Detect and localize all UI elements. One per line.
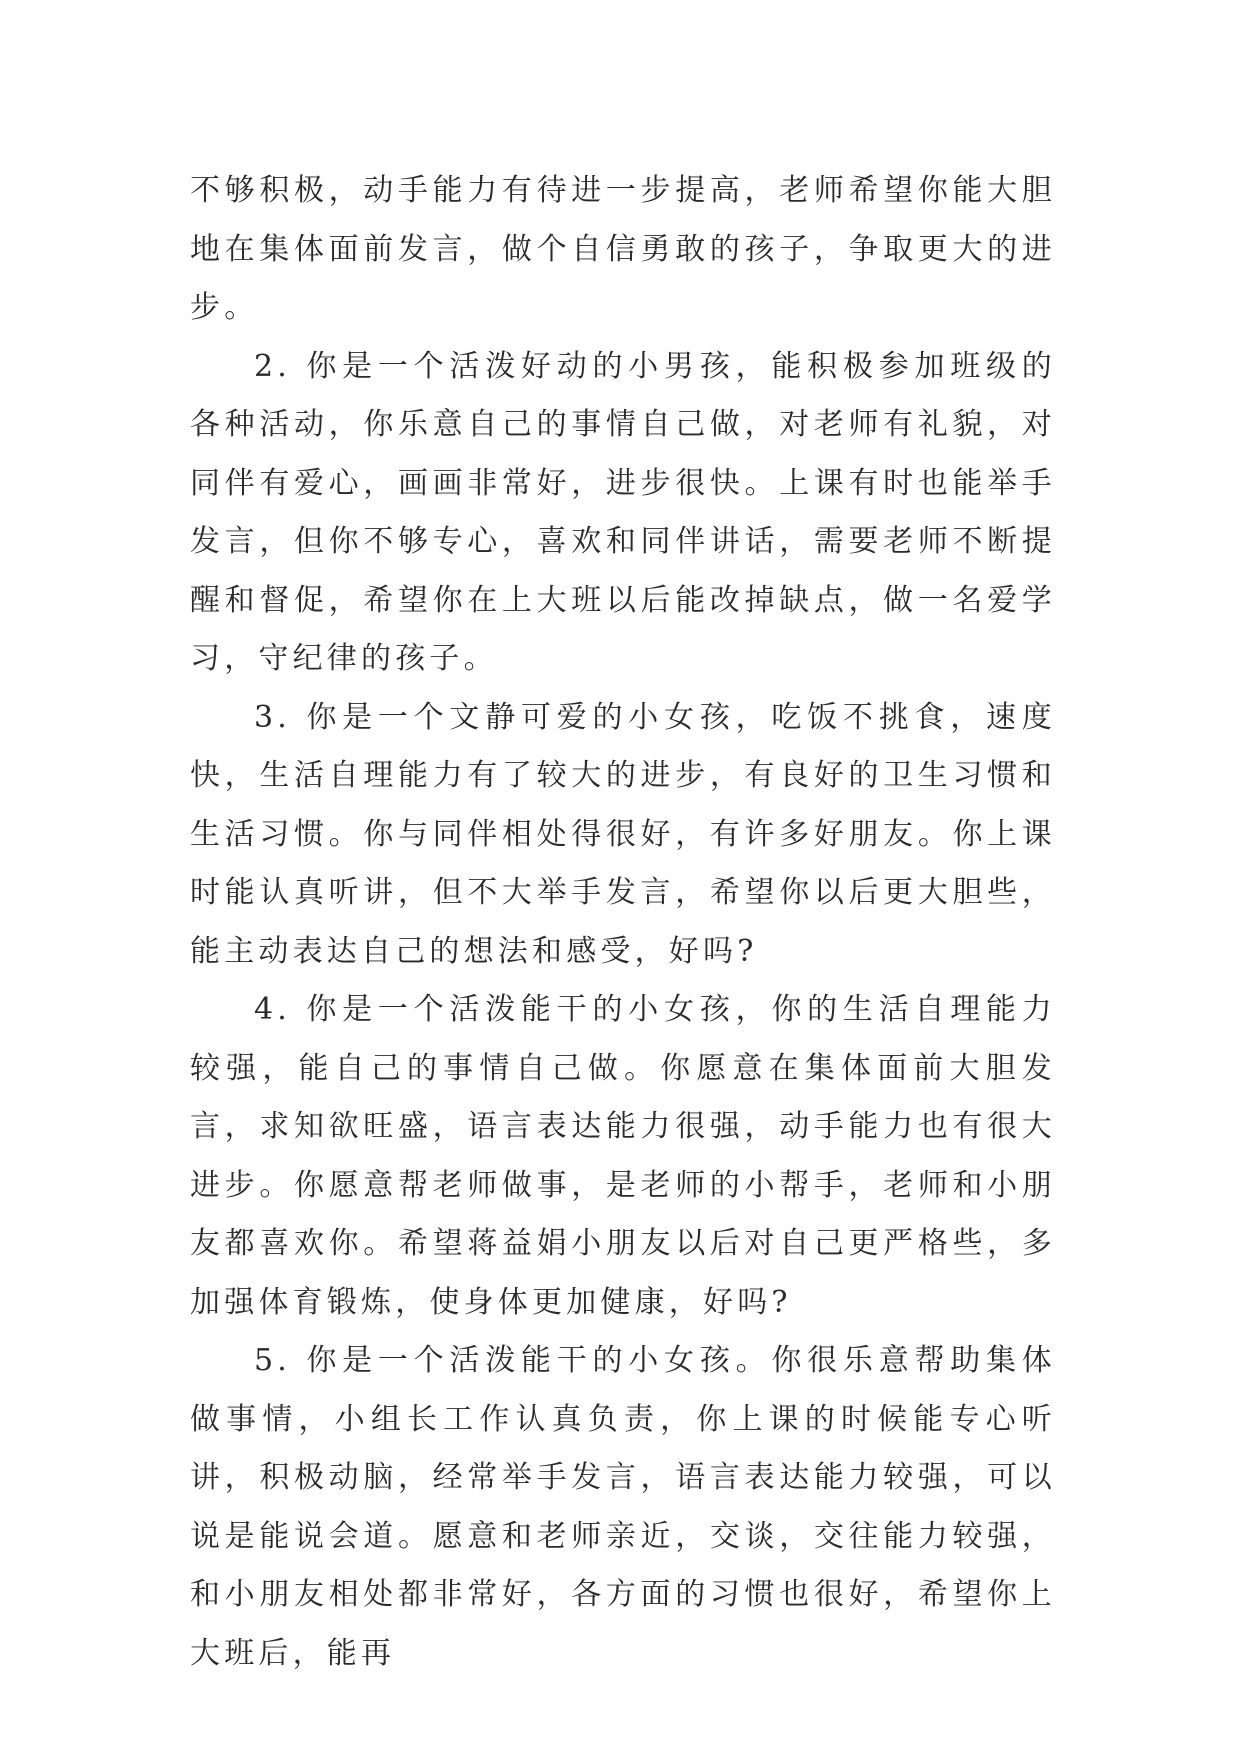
document-page xyxy=(190,162,1056,1683)
paragraph-2: 2. 你是一个活泼好动的小男孩，能积极参加班级的各种活动，你乐意自己的事情自己做，对老师有礼貌，对同伴有爱心，画画非常好，进步很快。上课有时也能举手发言，但你不够专心，喜欢和同伴讲话，需要老师不断提醒和督促，希望你在上大班以后能改掉缺点，做一名爱学习，守纪律的孩子。 xyxy=(190,348,1056,676)
paragraph-3: 3. 你是一个文静可爱的小女孩，吃饭不挑食，速度快，生活自理能力有了较大的进步，有良好的卫生习惯和生活习惯。你与同伴相处得很好，有许多好朋友。你上课时能认真听讲，但不大举手发言，希望你以后更大胆些，能主动表达自己的想法和感受，好吗? xyxy=(190,699,1056,969)
paragraph-1: 不够积极，动手能力有待进一步提高，老师希望你能大胆地在集体面前发言，做个自信勇敢的孩子，争取更大的进步。 xyxy=(190,173,1056,325)
paragraph-5: 5. 你是一个活泼能干的小女孩。你很乐意帮助集体做事情，小组长工作认真负责，你上课的时候能专心听讲，积极动脑，经常举手发言，语言表达能力较强，可以说是能说会道。愿意和老师亲近，交谈，交往能力较强，和小朋友相处都非常好，各方面的习惯也很好，希望你上大班后，能再 xyxy=(190,1343,1056,1671)
paragraph-4: 4. 你是一个活泼能干的小女孩，你的生活自理能力较强，能自己的事情自己做。你愿意在集体面前大胆发言，求知欲旺盛，语言表达能力很强，动手能力也有很大进步。你愿意帮老师做事，是老师的小帮手，老师和小朋友都喜欢你。希望蒋益娟小朋友以后对自己更严格些，多加强体育锻炼，使身体更加健康，好吗? xyxy=(190,992,1056,1320)
